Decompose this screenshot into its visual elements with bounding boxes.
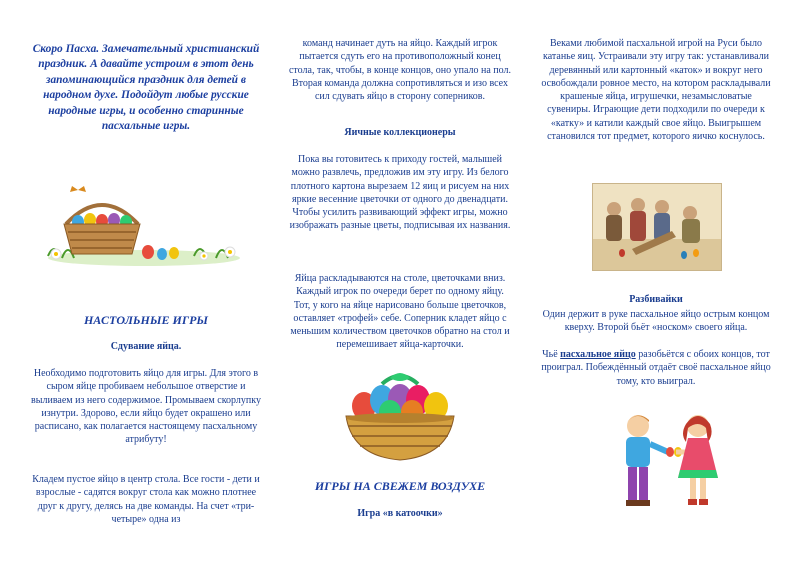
column-2 xyxy=(288,0,512,565)
children-playing-picture xyxy=(592,183,722,271)
game-title-blowing-egg: Сдувание яйца. xyxy=(110,341,182,352)
intro-text: Скоро Пасха. Замечательный христианский праздник. А давайте устроим в этот день запоминающийся праздник для детей в народном духе. Подойдут любые русские народные игры, и особенно старинные пасхальные игры. xyxy=(32,43,260,133)
children-egg-tapping-illustration xyxy=(608,410,728,510)
paragraph: Один держит в руке пасхальное яйцо острым концом кверху. Второй бьёт «носком» своего яйца. xyxy=(542,309,770,334)
column-3 xyxy=(540,0,772,565)
section-title-outdoor-games: ИГРЫ НА СВЕЖЕМ ВОЗДУХЕ xyxy=(314,479,486,493)
easter-basket-illustration xyxy=(330,366,470,466)
paragraph: Яйца раскладываются на столе, цветочками вниз. Каждый игрок по очереди берет по одному яйцу. Тот, у кого на яйце нарисовано больше цветочков, оставляет «трофей» себе. Соперник кладет яйцо с меньшим количеством цветочков обратно на стол и перемешивает яйца-карточки. xyxy=(290,273,510,351)
game-title-rolling: Игра «в катоочки» xyxy=(357,508,443,519)
paragraph: Веками любимой пасхальной игрой на Руси было катанье яиц. Устраивали эту игру так: устанавливали деревянный или картонный «каток» и вокруг него освобождали ровное место, на котором раскладывали крашеные яйца, игрушечки, незамысловатые сувениры. Играющие дети подходили по очереди к «катку» и катили каждый свое яйцо. Выигрышем становился тот предмет, которого яичко коснулось. xyxy=(541,38,771,143)
game-title-egg-collectors: Яичные коллекционеры xyxy=(344,127,456,138)
paragraph xyxy=(540,348,772,388)
paragraph: Необходимо подготовить яйцо для игры. Для этого в сыром яйце пробиваем небольшое отверстие и выливаем из него содержимое. Промываем скорлупку изнутри. Здорово, если яйцо будет окрашено или расписано, как полагается настоящему пасхальному атрибуту! xyxy=(31,368,261,446)
section-title-table-games: НАСТОЛЬНЫЕ ИГРЫ xyxy=(83,313,209,327)
game-title-razbivayki: Разбивайки xyxy=(629,294,683,305)
column-1 xyxy=(30,0,262,565)
paragraph: Пока вы готовитесь к приходу гостей, малышей можно развлечь, предложив им эту игру. Из белого плотного картона вырезаем 12 яиц и рисуем на них яркие весенние цветочки от одного до двенадцати. Чтобы усилить развивающий эффект игры, можно изображать разные цветы, подписывая их названия. xyxy=(289,154,511,232)
easter-basket-illustration xyxy=(44,186,244,270)
text-fragment: разобьётся с обоих концов, тот проиграл. Побеждённый отдаёт своё пасхальное яйцо тому, кто выиграл. xyxy=(541,349,771,387)
text-fragment: Чьё xyxy=(542,349,558,360)
paragraph: Кладем пустое яйцо в центр стола. Все гости - дети и взрослые - садятся вокруг стола как можно плотнее друг к другу, делясь на две команды. На счет «три-четыре» одна из xyxy=(32,474,260,525)
paragraph: команд начинает дуть на яйцо. Каждый игрок пытается сдуть его на противоположный конец стола, так, чтобы, в конце концов, оно упало на пол. Вторая команда должна сопротивляться и изо всех сил сдувать яйцо в сторону соперников. xyxy=(288,38,512,103)
easter-egg-link[interactable]: пасхальное яйцо xyxy=(560,349,636,360)
